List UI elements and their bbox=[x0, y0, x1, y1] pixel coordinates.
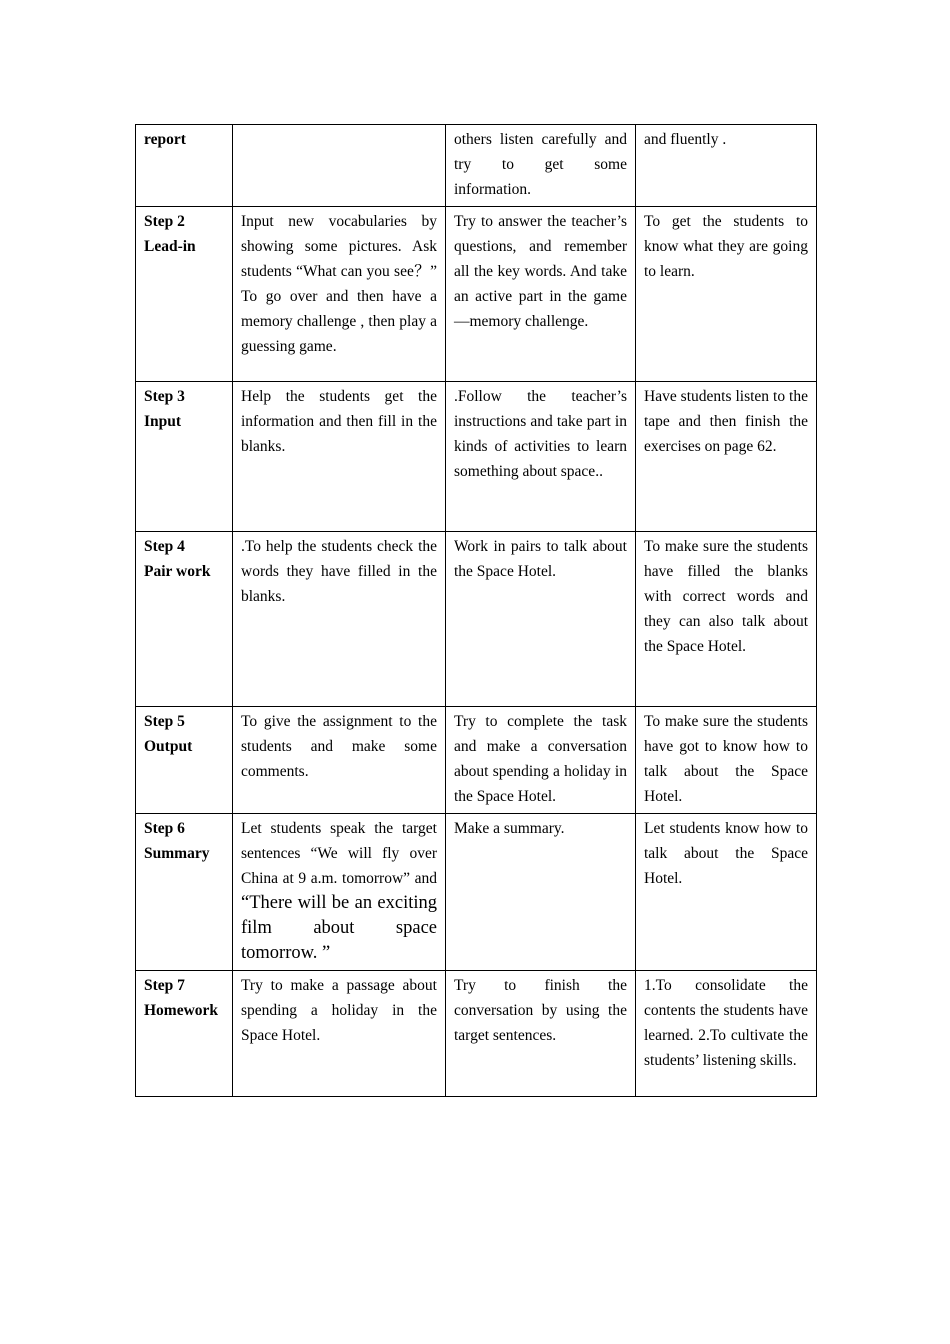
teacher-activity-cell bbox=[233, 814, 446, 971]
step-cell bbox=[136, 532, 233, 707]
step-title: Output bbox=[144, 738, 193, 755]
student-activity-cell: .Follow the teacher’s instructions and take part in kinds of activities to learn something about space.. bbox=[446, 382, 636, 532]
table-row bbox=[136, 814, 817, 971]
student-activity-cell: Try to complete the task and make a conversation about spending a holiday in the Space Hotel. bbox=[446, 707, 636, 814]
step-name: Step 3 bbox=[144, 388, 185, 405]
step-cell bbox=[136, 207, 233, 382]
purpose-cell: To make sure the students have filled the blanks with correct words and they can also talk about the Space Hotel. bbox=[636, 532, 817, 707]
lesson-plan-table bbox=[135, 124, 817, 1097]
table-row bbox=[136, 207, 817, 382]
teacher-activity-cell: To give the assignment to the students and make some comments. bbox=[233, 707, 446, 814]
step-title: Input bbox=[144, 413, 182, 430]
table-row bbox=[136, 971, 817, 1097]
student-activity-cell: Make a summary. bbox=[446, 814, 636, 971]
step-title: Pair work bbox=[144, 563, 211, 580]
purpose-cell: To get the students to know what they are going to learn. bbox=[636, 207, 817, 382]
step-cell bbox=[136, 382, 233, 532]
table-row bbox=[136, 532, 817, 707]
step-cell bbox=[136, 814, 233, 971]
step-name: report bbox=[144, 131, 186, 148]
step-cell bbox=[136, 125, 233, 207]
step-name: Step 6 bbox=[144, 820, 185, 837]
table-row bbox=[136, 707, 817, 814]
student-activity-cell: others listen carefully and try to get some information. bbox=[446, 125, 636, 207]
purpose-cell: Have students listen to the tape and then finish the exercises on page 62. bbox=[636, 382, 817, 532]
step-name: Step 2 bbox=[144, 213, 185, 230]
teacher-activity-cell: Help the students get the information and then fill in the blanks. bbox=[233, 382, 446, 532]
student-activity-cell: Try to answer the teacher’s questions, and remember all the key words. And take an active part in the game—memory challenge. bbox=[446, 207, 636, 382]
student-activity-cell: Work in pairs to talk about the Space Hotel. bbox=[446, 532, 636, 707]
table-row bbox=[136, 125, 817, 207]
purpose-cell: 1.To consolidate the contents the students have learned. 2.To cultivate the students’ listening skills. bbox=[636, 971, 817, 1097]
step-cell bbox=[136, 971, 233, 1097]
step-title: Summary bbox=[144, 845, 210, 862]
purpose-cell: To make sure the students have got to know how to talk about the Space Hotel. bbox=[636, 707, 817, 814]
student-activity-cell: Try to finish the conversation by using the target sentences. bbox=[446, 971, 636, 1097]
step-name: Step 5 bbox=[144, 713, 185, 730]
step-title: Homework bbox=[144, 1002, 219, 1019]
teacher-activity-cell bbox=[233, 125, 446, 207]
teacher-text-part-2: “There will be an exciting film about space tomorrow. ” bbox=[241, 893, 437, 963]
teacher-activity-cell: Input new vocabularies by showing some pictures. Ask students “What can you see？” To go over and then have a memory challenge , then play a guessing game. bbox=[233, 207, 446, 382]
teacher-text-part-1: Let students speak the target sentences “We will fly over China at 9 a.m. tomorrow” and bbox=[241, 820, 437, 887]
table-row bbox=[136, 382, 817, 532]
purpose-cell: Let students know how to talk about the Space Hotel. bbox=[636, 814, 817, 971]
teacher-activity-cell: Try to make a passage about spending a holiday in the Space Hotel. bbox=[233, 971, 446, 1097]
step-cell bbox=[136, 707, 233, 814]
step-name: Step 4 bbox=[144, 538, 185, 555]
step-name: Step 7 bbox=[144, 977, 185, 994]
purpose-cell: and fluently . bbox=[636, 125, 817, 207]
teacher-activity-cell: .To help the students check the words they have filled in the blanks. bbox=[233, 532, 446, 707]
step-title: Lead-in bbox=[144, 238, 196, 255]
